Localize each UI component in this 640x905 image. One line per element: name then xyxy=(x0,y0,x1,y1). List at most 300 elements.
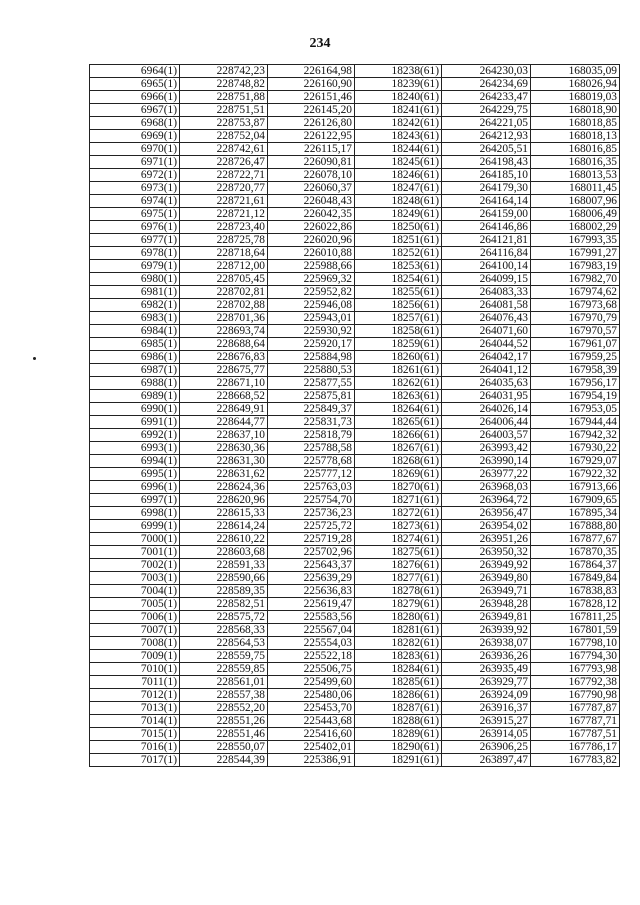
coord-x-cell: 264185,10 xyxy=(442,169,531,182)
point-id-cell: 7017(1) xyxy=(90,754,180,767)
coord-x-cell: 228725,78 xyxy=(180,234,268,247)
table-row xyxy=(90,624,620,637)
point-id-cell: 18267(61) xyxy=(355,442,442,455)
coord-y-cell: 167793,98 xyxy=(531,663,620,676)
point-id-cell: 6965(1) xyxy=(90,78,180,91)
point-id-cell: 6977(1) xyxy=(90,234,180,247)
point-id-cell: 6990(1) xyxy=(90,403,180,416)
coord-x-cell: 228582,51 xyxy=(180,598,268,611)
point-id-cell: 18243(61) xyxy=(355,130,442,143)
point-id-cell: 18280(61) xyxy=(355,611,442,624)
coord-y-cell: 167849,84 xyxy=(531,572,620,585)
coord-x-cell: 228675,77 xyxy=(180,364,268,377)
coord-y-cell: 167787,51 xyxy=(531,728,620,741)
point-id-cell: 18282(61) xyxy=(355,637,442,650)
coord-x-cell: 228620,96 xyxy=(180,494,268,507)
coord-x-cell: 228591,33 xyxy=(180,559,268,572)
table-row xyxy=(90,338,620,351)
table-row xyxy=(90,78,620,91)
coord-y-cell: 167790,98 xyxy=(531,689,620,702)
coord-y-cell: 167970,57 xyxy=(531,325,620,338)
coord-x-cell: 263949,92 xyxy=(442,559,531,572)
coord-x-cell: 264100,14 xyxy=(442,260,531,273)
coord-y-cell: 225522,18 xyxy=(268,650,355,663)
point-id-cell: 18290(61) xyxy=(355,741,442,754)
coord-x-cell: 263915,27 xyxy=(442,715,531,728)
point-id-cell: 7010(1) xyxy=(90,663,180,676)
point-id-cell: 6994(1) xyxy=(90,455,180,468)
coord-y-cell: 168026,94 xyxy=(531,78,620,91)
coord-y-cell: 167798,10 xyxy=(531,637,620,650)
coord-x-cell: 228624,36 xyxy=(180,481,268,494)
coord-x-cell: 263993,42 xyxy=(442,442,531,455)
coord-x-cell: 264044,52 xyxy=(442,338,531,351)
point-id-cell: 18273(61) xyxy=(355,520,442,533)
table-row xyxy=(90,143,620,156)
point-id-cell: 18246(61) xyxy=(355,169,442,182)
point-id-cell: 7005(1) xyxy=(90,598,180,611)
coord-y-cell: 167961,07 xyxy=(531,338,620,351)
coord-x-cell: 263977,22 xyxy=(442,468,531,481)
coord-x-cell: 263939,92 xyxy=(442,624,531,637)
coord-y-cell: 167794,30 xyxy=(531,650,620,663)
table-row xyxy=(90,455,620,468)
coord-x-cell: 264212,93 xyxy=(442,130,531,143)
table-row xyxy=(90,442,620,455)
coord-y-cell: 167922,32 xyxy=(531,468,620,481)
point-id-cell: 6986(1) xyxy=(90,351,180,364)
point-id-cell: 6984(1) xyxy=(90,325,180,338)
point-id-cell: 18240(61) xyxy=(355,91,442,104)
coord-x-cell: 264229,75 xyxy=(442,104,531,117)
table-row xyxy=(90,520,620,533)
coord-x-cell: 228742,23 xyxy=(180,65,268,78)
coord-y-cell: 226048,43 xyxy=(268,195,355,208)
point-id-cell: 18238(61) xyxy=(355,65,442,78)
coord-x-cell: 228676,83 xyxy=(180,351,268,364)
point-id-cell: 18262(61) xyxy=(355,377,442,390)
table-row xyxy=(90,377,620,390)
coord-y-cell: 226010,88 xyxy=(268,247,355,260)
point-id-cell: 18279(61) xyxy=(355,598,442,611)
table-row xyxy=(90,208,620,221)
page-number: 234 xyxy=(309,36,331,51)
coord-x-cell: 264221,05 xyxy=(442,117,531,130)
point-id-cell: 18265(61) xyxy=(355,416,442,429)
coord-y-cell: 168013,53 xyxy=(531,169,620,182)
table-row xyxy=(90,689,620,702)
point-id-cell: 18247(61) xyxy=(355,182,442,195)
point-id-cell: 6968(1) xyxy=(90,117,180,130)
point-id-cell: 18250(61) xyxy=(355,221,442,234)
point-id-cell: 7001(1) xyxy=(90,546,180,559)
coord-x-cell: 228561,01 xyxy=(180,676,268,689)
coord-y-cell: 225946,08 xyxy=(268,299,355,312)
coord-y-cell: 225583,56 xyxy=(268,611,355,624)
scan-mark xyxy=(33,357,36,360)
coord-x-cell: 264041,12 xyxy=(442,364,531,377)
table-row xyxy=(90,299,620,312)
coord-x-cell: 228551,46 xyxy=(180,728,268,741)
coord-y-cell: 168016,85 xyxy=(531,143,620,156)
point-id-cell: 7003(1) xyxy=(90,572,180,585)
coord-y-cell: 167786,17 xyxy=(531,741,620,754)
point-id-cell: 18271(61) xyxy=(355,494,442,507)
coord-y-cell: 225818,79 xyxy=(268,429,355,442)
table-row xyxy=(90,221,620,234)
table-row xyxy=(90,559,620,572)
coord-y-cell: 225930,92 xyxy=(268,325,355,338)
point-id-cell: 7004(1) xyxy=(90,585,180,598)
coord-y-cell: 167974,62 xyxy=(531,286,620,299)
coord-y-cell: 168016,35 xyxy=(531,156,620,169)
coord-x-cell: 264230,03 xyxy=(442,65,531,78)
table-row xyxy=(90,494,620,507)
coord-x-cell: 228552,20 xyxy=(180,702,268,715)
coord-y-cell: 167895,34 xyxy=(531,507,620,520)
coord-y-cell: 225480,06 xyxy=(268,689,355,702)
coord-y-cell: 168018,85 xyxy=(531,117,620,130)
table-row xyxy=(90,286,620,299)
point-id-cell: 18239(61) xyxy=(355,78,442,91)
point-id-cell: 18264(61) xyxy=(355,403,442,416)
table-row xyxy=(90,598,620,611)
point-id-cell: 6988(1) xyxy=(90,377,180,390)
coord-x-cell: 228610,22 xyxy=(180,533,268,546)
coord-y-cell: 226022,86 xyxy=(268,221,355,234)
coord-y-cell: 167909,65 xyxy=(531,494,620,507)
coord-x-cell: 228575,72 xyxy=(180,611,268,624)
coord-y-cell: 168002,29 xyxy=(531,221,620,234)
coord-y-cell: 225778,68 xyxy=(268,455,355,468)
coord-x-cell: 263916,37 xyxy=(442,702,531,715)
coord-y-cell: 167787,71 xyxy=(531,715,620,728)
coord-x-cell: 263949,81 xyxy=(442,611,531,624)
point-id-cell: 6971(1) xyxy=(90,156,180,169)
coord-x-cell: 228614,24 xyxy=(180,520,268,533)
coord-x-cell: 228701,36 xyxy=(180,312,268,325)
table-row xyxy=(90,741,620,754)
coord-x-cell: 228590,66 xyxy=(180,572,268,585)
coord-x-cell: 228550,07 xyxy=(180,741,268,754)
coord-x-cell: 228723,40 xyxy=(180,221,268,234)
coord-x-cell: 263906,25 xyxy=(442,741,531,754)
coord-x-cell: 228720,77 xyxy=(180,182,268,195)
coord-y-cell: 167970,79 xyxy=(531,312,620,325)
coord-y-cell: 167787,87 xyxy=(531,702,620,715)
coord-y-cell: 225567,04 xyxy=(268,624,355,637)
coord-y-cell: 167956,17 xyxy=(531,377,620,390)
table-row xyxy=(90,585,620,598)
coord-y-cell: 167888,80 xyxy=(531,520,620,533)
coord-y-cell: 167828,12 xyxy=(531,598,620,611)
table-row xyxy=(90,702,620,715)
coord-y-cell: 168011,45 xyxy=(531,182,620,195)
coord-x-cell: 264071,60 xyxy=(442,325,531,338)
coord-x-cell: 264205,51 xyxy=(442,143,531,156)
coord-x-cell: 228564,53 xyxy=(180,637,268,650)
point-id-cell: 6995(1) xyxy=(90,468,180,481)
coord-y-cell: 226145,20 xyxy=(268,104,355,117)
point-id-cell: 7007(1) xyxy=(90,624,180,637)
coord-x-cell: 228705,45 xyxy=(180,273,268,286)
coord-y-cell: 226126,80 xyxy=(268,117,355,130)
point-id-cell: 18284(61) xyxy=(355,663,442,676)
point-id-cell: 18256(61) xyxy=(355,299,442,312)
point-id-cell: 18286(61) xyxy=(355,689,442,702)
point-id-cell: 6998(1) xyxy=(90,507,180,520)
point-id-cell: 6993(1) xyxy=(90,442,180,455)
coord-x-cell: 228631,62 xyxy=(180,468,268,481)
coord-x-cell: 264083,33 xyxy=(442,286,531,299)
point-id-cell: 18255(61) xyxy=(355,286,442,299)
table-row xyxy=(90,156,620,169)
coord-x-cell: 263914,05 xyxy=(442,728,531,741)
coord-x-cell: 228693,74 xyxy=(180,325,268,338)
coord-y-cell: 225763,03 xyxy=(268,481,355,494)
coord-y-cell: 225643,37 xyxy=(268,559,355,572)
coord-y-cell: 225443,68 xyxy=(268,715,355,728)
coord-y-cell: 225554,03 xyxy=(268,637,355,650)
table-row xyxy=(90,273,620,286)
table-row xyxy=(90,104,620,117)
coord-x-cell: 264042,17 xyxy=(442,351,531,364)
coord-y-cell: 226164,98 xyxy=(268,65,355,78)
coord-x-cell: 228753,87 xyxy=(180,117,268,130)
coord-x-cell: 228559,75 xyxy=(180,650,268,663)
coord-x-cell: 228671,10 xyxy=(180,377,268,390)
coord-y-cell: 225988,66 xyxy=(268,260,355,273)
coord-y-cell: 225402,01 xyxy=(268,741,355,754)
table-row xyxy=(90,533,620,546)
point-id-cell: 7006(1) xyxy=(90,611,180,624)
coord-y-cell: 225453,70 xyxy=(268,702,355,715)
table-row xyxy=(90,429,620,442)
coord-x-cell: 228752,04 xyxy=(180,130,268,143)
point-id-cell: 18261(61) xyxy=(355,364,442,377)
coord-y-cell: 167959,25 xyxy=(531,351,620,364)
point-id-cell: 6967(1) xyxy=(90,104,180,117)
coord-x-cell: 263990,14 xyxy=(442,455,531,468)
table-row xyxy=(90,325,620,338)
coord-x-cell: 228751,51 xyxy=(180,104,268,117)
point-id-cell: 6969(1) xyxy=(90,130,180,143)
coord-y-cell: 225719,28 xyxy=(268,533,355,546)
coord-x-cell: 264006,44 xyxy=(442,416,531,429)
table-row xyxy=(90,611,620,624)
point-id-cell: 18251(61) xyxy=(355,234,442,247)
point-id-cell: 7011(1) xyxy=(90,676,180,689)
table-row xyxy=(90,260,620,273)
coord-x-cell: 228557,38 xyxy=(180,689,268,702)
coord-x-cell: 228688,64 xyxy=(180,338,268,351)
point-id-cell: 18283(61) xyxy=(355,650,442,663)
point-id-cell: 6992(1) xyxy=(90,429,180,442)
point-id-cell: 18258(61) xyxy=(355,325,442,338)
point-id-cell: 18275(61) xyxy=(355,546,442,559)
table-row xyxy=(90,169,620,182)
table-row xyxy=(90,130,620,143)
coord-x-cell: 264233,47 xyxy=(442,91,531,104)
table-row xyxy=(90,351,620,364)
table-row xyxy=(90,117,620,130)
table-row xyxy=(90,728,620,741)
point-id-cell: 18263(61) xyxy=(355,390,442,403)
point-id-cell: 18269(61) xyxy=(355,468,442,481)
coord-y-cell: 167983,19 xyxy=(531,260,620,273)
coord-x-cell: 264116,84 xyxy=(442,247,531,260)
point-id-cell: 7008(1) xyxy=(90,637,180,650)
coord-y-cell: 167958,39 xyxy=(531,364,620,377)
table-row xyxy=(90,637,620,650)
coord-x-cell: 228589,35 xyxy=(180,585,268,598)
coord-y-cell: 225920,17 xyxy=(268,338,355,351)
coord-y-cell: 225619,47 xyxy=(268,598,355,611)
point-id-cell: 18248(61) xyxy=(355,195,442,208)
coord-x-cell: 264031,95 xyxy=(442,390,531,403)
coord-y-cell: 225639,29 xyxy=(268,572,355,585)
coord-x-cell: 228637,10 xyxy=(180,429,268,442)
coord-y-cell: 167954,19 xyxy=(531,390,620,403)
point-id-cell: 18241(61) xyxy=(355,104,442,117)
point-id-cell: 18276(61) xyxy=(355,559,442,572)
point-id-cell: 7015(1) xyxy=(90,728,180,741)
coord-y-cell: 226042,35 xyxy=(268,208,355,221)
coord-y-cell: 167783,82 xyxy=(531,754,620,767)
point-id-cell: 7002(1) xyxy=(90,559,180,572)
coord-y-cell: 225952,82 xyxy=(268,286,355,299)
point-id-cell: 7014(1) xyxy=(90,715,180,728)
coord-y-cell: 225506,75 xyxy=(268,663,355,676)
table-row xyxy=(90,390,620,403)
coord-y-cell: 167991,27 xyxy=(531,247,620,260)
coord-y-cell: 225831,73 xyxy=(268,416,355,429)
coord-y-cell: 167864,37 xyxy=(531,559,620,572)
point-id-cell: 6966(1) xyxy=(90,91,180,104)
coord-y-cell: 168006,49 xyxy=(531,208,620,221)
coord-y-cell: 225754,70 xyxy=(268,494,355,507)
point-id-cell: 6976(1) xyxy=(90,221,180,234)
coord-x-cell: 228748,82 xyxy=(180,78,268,91)
coord-x-cell: 228742,61 xyxy=(180,143,268,156)
coord-y-cell: 167993,35 xyxy=(531,234,620,247)
coord-y-cell: 167801,59 xyxy=(531,624,620,637)
table-row xyxy=(90,650,620,663)
coord-y-cell: 226115,17 xyxy=(268,143,355,156)
coord-y-cell: 225736,23 xyxy=(268,507,355,520)
coord-x-cell: 228649,91 xyxy=(180,403,268,416)
coord-x-cell: 264081,58 xyxy=(442,299,531,312)
coord-x-cell: 264198,43 xyxy=(442,156,531,169)
coord-x-cell: 228751,88 xyxy=(180,91,268,104)
coord-x-cell: 228568,33 xyxy=(180,624,268,637)
coord-x-cell: 263949,80 xyxy=(442,572,531,585)
table-row xyxy=(90,91,620,104)
coord-x-cell: 228544,39 xyxy=(180,754,268,767)
coord-y-cell: 225875,81 xyxy=(268,390,355,403)
point-id-cell: 18278(61) xyxy=(355,585,442,598)
table-row xyxy=(90,247,620,260)
point-id-cell: 7013(1) xyxy=(90,702,180,715)
point-id-cell: 18285(61) xyxy=(355,676,442,689)
coord-x-cell: 263954,02 xyxy=(442,520,531,533)
coord-y-cell: 167942,32 xyxy=(531,429,620,442)
coord-x-cell: 264121,81 xyxy=(442,234,531,247)
point-id-cell: 6982(1) xyxy=(90,299,180,312)
point-id-cell: 6972(1) xyxy=(90,169,180,182)
coord-x-cell: 228630,36 xyxy=(180,442,268,455)
coord-y-cell: 226122,95 xyxy=(268,130,355,143)
coord-y-cell: 226020,96 xyxy=(268,234,355,247)
coord-y-cell: 225499,60 xyxy=(268,676,355,689)
coord-x-cell: 228702,88 xyxy=(180,299,268,312)
coord-x-cell: 264234,69 xyxy=(442,78,531,91)
point-id-cell: 18242(61) xyxy=(355,117,442,130)
coord-y-cell: 225943,01 xyxy=(268,312,355,325)
coord-y-cell: 168018,13 xyxy=(531,130,620,143)
point-id-cell: 18274(61) xyxy=(355,533,442,546)
coord-x-cell: 263956,47 xyxy=(442,507,531,520)
coord-y-cell: 167930,22 xyxy=(531,442,620,455)
coord-x-cell: 264035,63 xyxy=(442,377,531,390)
table-row xyxy=(90,676,620,689)
point-id-cell: 18268(61) xyxy=(355,455,442,468)
point-id-cell: 18257(61) xyxy=(355,312,442,325)
point-id-cell: 6973(1) xyxy=(90,182,180,195)
coord-y-cell: 225877,55 xyxy=(268,377,355,390)
coord-x-cell: 228712,00 xyxy=(180,260,268,273)
point-id-cell: 18291(61) xyxy=(355,754,442,767)
point-id-cell: 18277(61) xyxy=(355,572,442,585)
coord-y-cell: 225880,53 xyxy=(268,364,355,377)
coord-x-cell: 263964,72 xyxy=(442,494,531,507)
point-id-cell: 18252(61) xyxy=(355,247,442,260)
coord-x-cell: 263968,03 xyxy=(442,481,531,494)
coord-y-cell: 225884,98 xyxy=(268,351,355,364)
table-row xyxy=(90,65,620,78)
coord-y-cell: 168035,09 xyxy=(531,65,620,78)
coord-x-cell: 264076,43 xyxy=(442,312,531,325)
point-id-cell: 18270(61) xyxy=(355,481,442,494)
point-id-cell: 6964(1) xyxy=(90,65,180,78)
point-id-cell: 6996(1) xyxy=(90,481,180,494)
coord-x-cell: 228726,47 xyxy=(180,156,268,169)
point-id-cell: 18254(61) xyxy=(355,273,442,286)
point-id-cell: 18288(61) xyxy=(355,715,442,728)
coord-x-cell: 263936,26 xyxy=(442,650,531,663)
coord-y-cell: 167811,25 xyxy=(531,611,620,624)
coord-x-cell: 228721,61 xyxy=(180,195,268,208)
point-id-cell: 18249(61) xyxy=(355,208,442,221)
point-id-cell: 18272(61) xyxy=(355,507,442,520)
coord-x-cell: 263950,32 xyxy=(442,546,531,559)
coord-x-cell: 263948,28 xyxy=(442,598,531,611)
table-row xyxy=(90,364,620,377)
coord-y-cell: 225725,72 xyxy=(268,520,355,533)
coord-x-cell: 264179,30 xyxy=(442,182,531,195)
table-row xyxy=(90,715,620,728)
point-id-cell: 18253(61) xyxy=(355,260,442,273)
coord-y-cell: 225702,96 xyxy=(268,546,355,559)
coord-x-cell: 264099,15 xyxy=(442,273,531,286)
coord-x-cell: 228702,81 xyxy=(180,286,268,299)
coord-y-cell: 167913,66 xyxy=(531,481,620,494)
table-row xyxy=(90,234,620,247)
coord-y-cell: 225777,12 xyxy=(268,468,355,481)
coordinates-table-body xyxy=(90,65,620,767)
coord-y-cell: 226160,90 xyxy=(268,78,355,91)
point-id-cell: 18289(61) xyxy=(355,728,442,741)
